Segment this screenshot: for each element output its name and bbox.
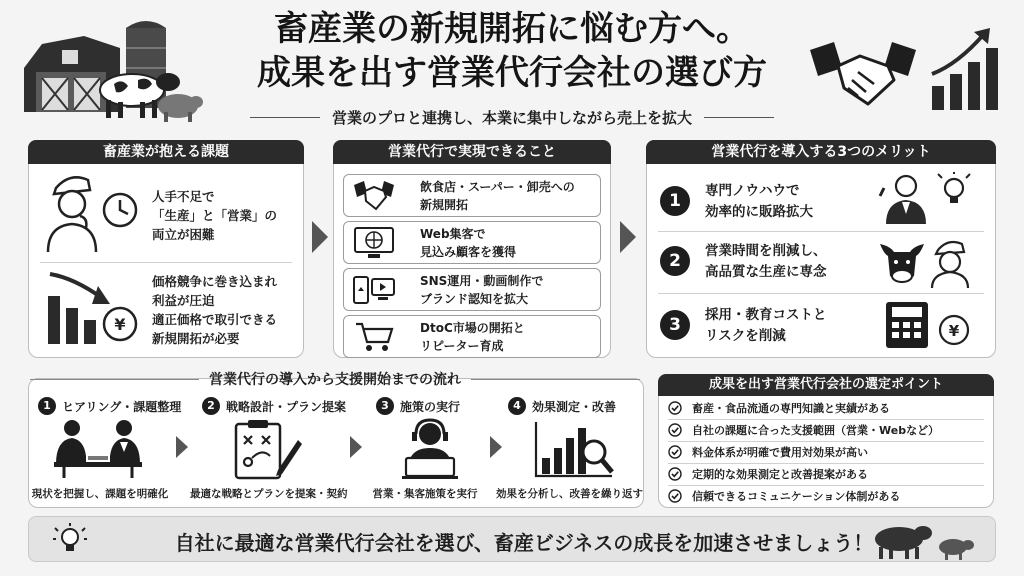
challenge-1-text: 人手不足で 「生産」と「営業」の 両立が困難 xyxy=(152,189,278,242)
subtitle xyxy=(250,107,774,127)
strategy-board-icon xyxy=(230,418,302,480)
handshake-icon xyxy=(352,179,396,213)
challenge-2-text: 価格競争に巻き込まれ 利益が圧迫 適正価格で取引できる 新規開拓が必要 xyxy=(152,274,278,346)
check-icon xyxy=(668,445,682,459)
footer-banner xyxy=(28,516,996,562)
chart-magnifier-icon xyxy=(532,418,616,480)
flow-step-1-head xyxy=(38,397,181,415)
check-icon xyxy=(668,401,682,415)
subtitle-rule-right xyxy=(704,117,774,118)
shopping-cart-icon xyxy=(352,320,396,354)
declining-chart-yen-icon xyxy=(44,268,140,350)
cow-pig-icon xyxy=(865,519,977,561)
point-2-text: 自社の課題に合った支援範囲（営業・Webなど） xyxy=(692,424,940,437)
check-icon xyxy=(668,489,682,503)
flow-rule-right xyxy=(471,379,640,380)
handshake-icon xyxy=(808,40,918,112)
capability-item-1 xyxy=(343,174,601,217)
flow-step-1-number: 1 xyxy=(38,397,56,415)
flow-step-3-label: 施策の実行 xyxy=(400,399,461,414)
point-item-4 xyxy=(668,464,988,484)
capability-item-3 xyxy=(343,268,601,311)
flow-step-4-number: 4 xyxy=(508,397,526,415)
sns-video-icon xyxy=(352,273,396,307)
merits-divider-2 xyxy=(658,293,984,294)
capability-3-text: SNS運用・動画制作で ブランド認知を拡大 xyxy=(420,274,544,306)
cow-farmer-icon xyxy=(876,236,980,288)
capability-2-text: Web集客で 見込み顧客を獲得 xyxy=(420,227,517,259)
web-globe-icon xyxy=(352,226,396,260)
operator-laptop-icon xyxy=(398,418,462,480)
point-item-3 xyxy=(668,442,988,462)
flow-step-2-desc: 最適な戦略とプランを提案・契約 xyxy=(190,488,348,500)
flow-step-1-label: ヒアリング・課題整理 xyxy=(62,399,182,414)
flow-title xyxy=(30,369,640,389)
merit-1-text: 専門ノウハウで 効率的に販路拡大 xyxy=(705,183,813,220)
flow-step-4-label: 効果測定・改善 xyxy=(532,399,617,414)
merits-heading: 営業代行を導入する3つのメリット xyxy=(646,140,996,164)
merit-2-text: 営業時間を削減し、 高品質な生産に専念 xyxy=(705,243,827,280)
capability-4-text: DtoC市場の開拓と リピーター育成 xyxy=(420,321,525,353)
challenges-divider xyxy=(40,262,292,263)
flow-step-2-number: 2 xyxy=(202,397,220,415)
growth-chart-icon xyxy=(928,26,1000,112)
check-icon xyxy=(668,467,682,481)
svg-text:¥: ¥ xyxy=(948,322,960,340)
svg-text:¥: ¥ xyxy=(114,315,126,334)
arrow-right-icon xyxy=(490,436,502,458)
subtitle-text: 営業のプロと連携し、本業に集中しながら売上を拡大 xyxy=(332,108,693,127)
check-icon xyxy=(668,423,682,437)
point-5-text: 信頼できるコミュニケーション体制がある xyxy=(692,490,901,503)
point-1-text: 畜産・食品流通の専門知識と実績がある xyxy=(692,402,890,415)
flow-step-4-desc: 効果を分析し、改善を繰り返す xyxy=(496,488,643,500)
point-4-text: 定期的な効果測定と改善提案がある xyxy=(692,468,868,481)
point-3-text: 料金体系が明確で費用対効果が高い xyxy=(692,446,868,459)
arrow-right-icon xyxy=(312,221,328,253)
consultant-idea-icon xyxy=(876,172,976,226)
points-heading: 成果を出す営業代行会社の選定ポイント xyxy=(658,374,994,396)
arrow-right-icon xyxy=(350,436,362,458)
calculator-yen-icon xyxy=(880,298,980,350)
arrow-right-icon xyxy=(620,221,636,253)
flow-heading: 営業代行の導入から支援開始までの流れ xyxy=(209,372,461,388)
capability-item-4 xyxy=(343,315,601,358)
flow-rule-left xyxy=(30,379,199,380)
flow-step-3-number: 3 xyxy=(376,397,394,415)
flow-step-3-desc: 営業・集客施策を実行 xyxy=(372,488,478,500)
lightbulb-icon xyxy=(53,523,87,557)
flow-step-2-head xyxy=(202,397,346,415)
merit-3-text: 採用・教育コストと リスクを削減 xyxy=(705,307,827,344)
page-title-line1: 畜産業の新規開拓に悩む方へ。 xyxy=(274,9,750,49)
subtitle-rule-left xyxy=(250,117,320,118)
footer-message: 自社に最適な営業代行会社を選び、畜産ビジネスの成長を加速させましょう！ xyxy=(174,531,874,555)
point-item-2 xyxy=(668,420,988,440)
merit-2-number: 2 xyxy=(660,246,690,276)
page-title-line2: 成果を出す営業代行会社の選び方 xyxy=(257,53,767,93)
capabilities-heading: 営業代行で実現できること xyxy=(333,140,611,164)
flow-step-1-desc: 現状を把握し、課題を明確化 xyxy=(31,488,169,500)
merit-3-number: 3 xyxy=(660,310,690,340)
barn-cow-pig-icon xyxy=(22,18,214,128)
arrow-right-icon xyxy=(176,436,188,458)
point-item-5 xyxy=(668,486,988,506)
meeting-icon xyxy=(50,418,146,480)
capability-1-text: 飲食店・スーパー・卸売への 新規開拓 xyxy=(420,180,575,212)
flow-step-2-label: 戦略設計・プラン提案 xyxy=(226,399,347,414)
merits-divider-1 xyxy=(658,231,984,232)
worried-farmer-icon xyxy=(40,172,140,256)
challenges-heading: 畜産業が抱える課題 xyxy=(28,140,304,164)
point-item-1 xyxy=(668,398,988,418)
merit-1-number: 1 xyxy=(660,186,690,216)
capability-item-2 xyxy=(343,221,601,264)
flow-step-3-head xyxy=(376,397,460,415)
flow-step-4-head xyxy=(508,397,616,415)
